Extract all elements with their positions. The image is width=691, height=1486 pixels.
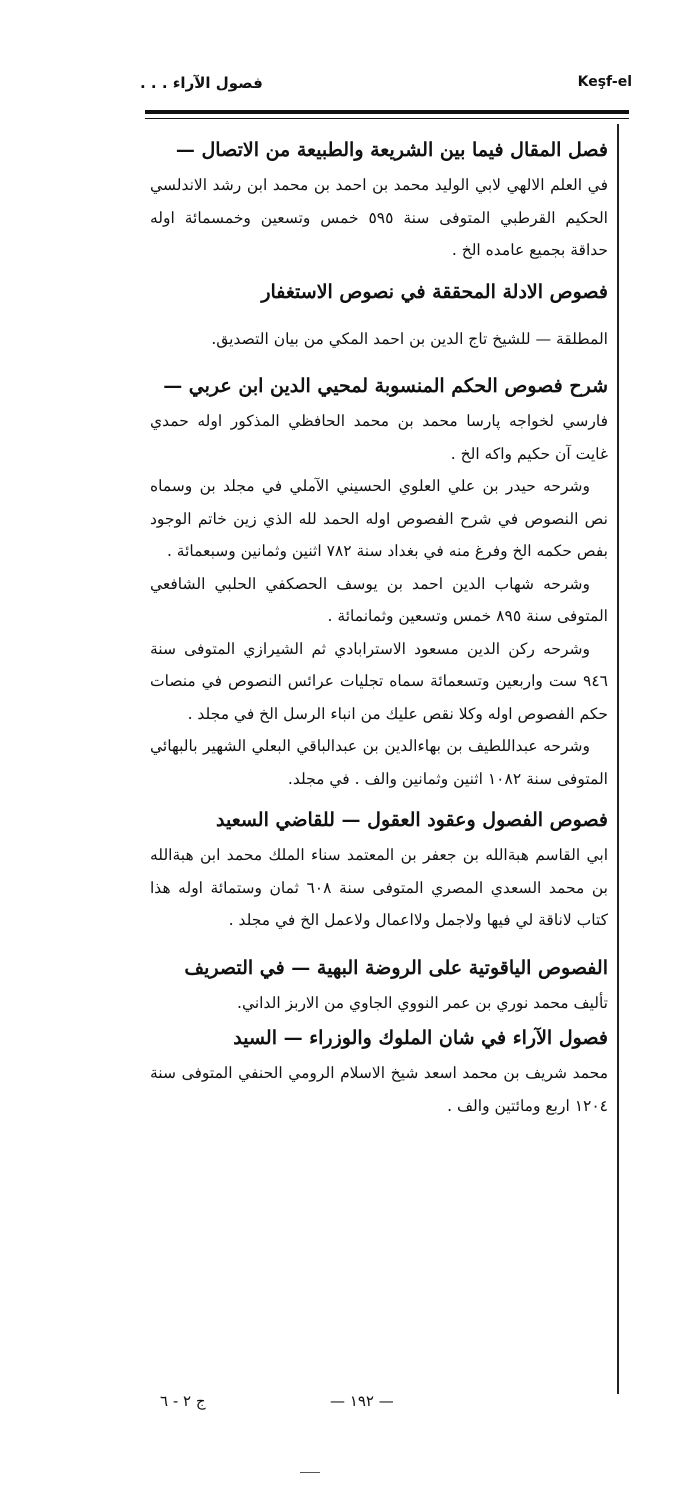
entry-heading: فصوص الادلة المحققة في نصوص الاستغفار: [261, 280, 608, 303]
running-header: [140, 74, 632, 104]
entry-paragraph: ابي القاسم هبةالله بن جعفر بن المعتمد سناء الملك محمد ابن هبةالله بن محمد السعدي المصري المتوفى سنة ٦٠٨ ثمان وستمائة اوله هذا كتاب لاناقة لي فيها ولاجمل ولااعمال ولاعمل الخ في مجلد .: [150, 846, 608, 929]
margin-rule: [617, 124, 619, 1394]
entry-paragraph: وشرحه حيدر بن علي العلوي الحسيني الآملي في مجلد بن وسماه نص النصوص في شرح الفصوص اوله الحمد لله الذي زين خاتم الوجود بفص حكمه الخ وفرغ منه في بغداد سنة ٧٨٢ اثنين وثمانين وسبعمائة .: [150, 477, 608, 560]
entry-paragraph: في العلم الالهي لابي الوليد محمد بن احمد بن محمد ابن رشد الاندلسي الحكيم القرطبي المتوفى سنة ٥٩٥ خمس وتسعين وخمسمائة اوله حداقة بجميع عامده الخ .: [150, 176, 608, 259]
entry-paragraph: فارسي لخواجه پارسا محمد بن محمد الحافظي المذكور اوله حمدي غايت آن حكيم واكه الخ .: [150, 412, 608, 463]
entry-paragraph: وشرحه شهاب الدين احمد بن يوسف الحصكفي الحلبي الشافعي المتوفى سنة ٨٩٥ خمس وتسعين وثمانمائة .: [150, 574, 608, 625]
header-title: فصول الآراء . . .: [140, 74, 263, 92]
entry-paragraph: وشرحه عبداللطيف بن بهاءالدين بن عبدالباقي البعلي الشهير بالبهائي المتوفى سنة ١٠٨٢ اثنين وثمانين والف . في مجلد.: [150, 737, 608, 788]
header-book-name: Keşf-el: [577, 74, 632, 90]
footer-mark: [300, 1472, 320, 1473]
page-number: — ١٩٢ —: [330, 1392, 394, 1410]
entry-paragraph: وشرحه ركن الدين مسعود الاسترابادي ثم الشيرازي المتوفى سنة ٩٤٦ ست واربعين وتسعمائة سماه تجليات عرائس النصوص في منصات حكم الفصوص اوله وكلا نقص عليك من انباء الرسل الخ في مجلد .: [150, 639, 608, 723]
entry-heading: فصوص الفصول وعقود العقول — للقاضي السعيد: [215, 809, 608, 831]
entry-heading: فصول الآراء في شان الملوك والوزراء — السيد: [233, 1027, 608, 1049]
entry-heading: فصل المقال فيما بين الشريعة والطبيعة من الاتصال —: [175, 139, 608, 161]
entry-paragraph: تأليف محمد نوري بن عمر النووي الجاوي من الاربز الداني.: [237, 993, 608, 1012]
entry-paragraph: المطلقة — للشيخ تاج الدين بن احمد المكي من بيان التصديق.: [211, 329, 608, 348]
header-rule-thin: [145, 118, 629, 119]
volume-number: ج ٢ - ٦: [160, 1392, 206, 1410]
page-footer: [160, 1392, 460, 1418]
page-body: [150, 125, 608, 1122]
header-rule-thick: [145, 110, 629, 114]
entry-heading: شرح فصوص الحكم المنسوبة لمحيي الدين ابن عربي —: [163, 375, 608, 397]
entry-paragraph: محمد شريف بن محمد اسعد شيخ الاسلام الرومي الحنفي المتوفى سنة ١٢٠٤ اربع ومائتين والف .: [150, 1064, 608, 1115]
entry-heading: الفصوص الياقوتية على الروضة البهية — في التصريف: [184, 956, 608, 979]
